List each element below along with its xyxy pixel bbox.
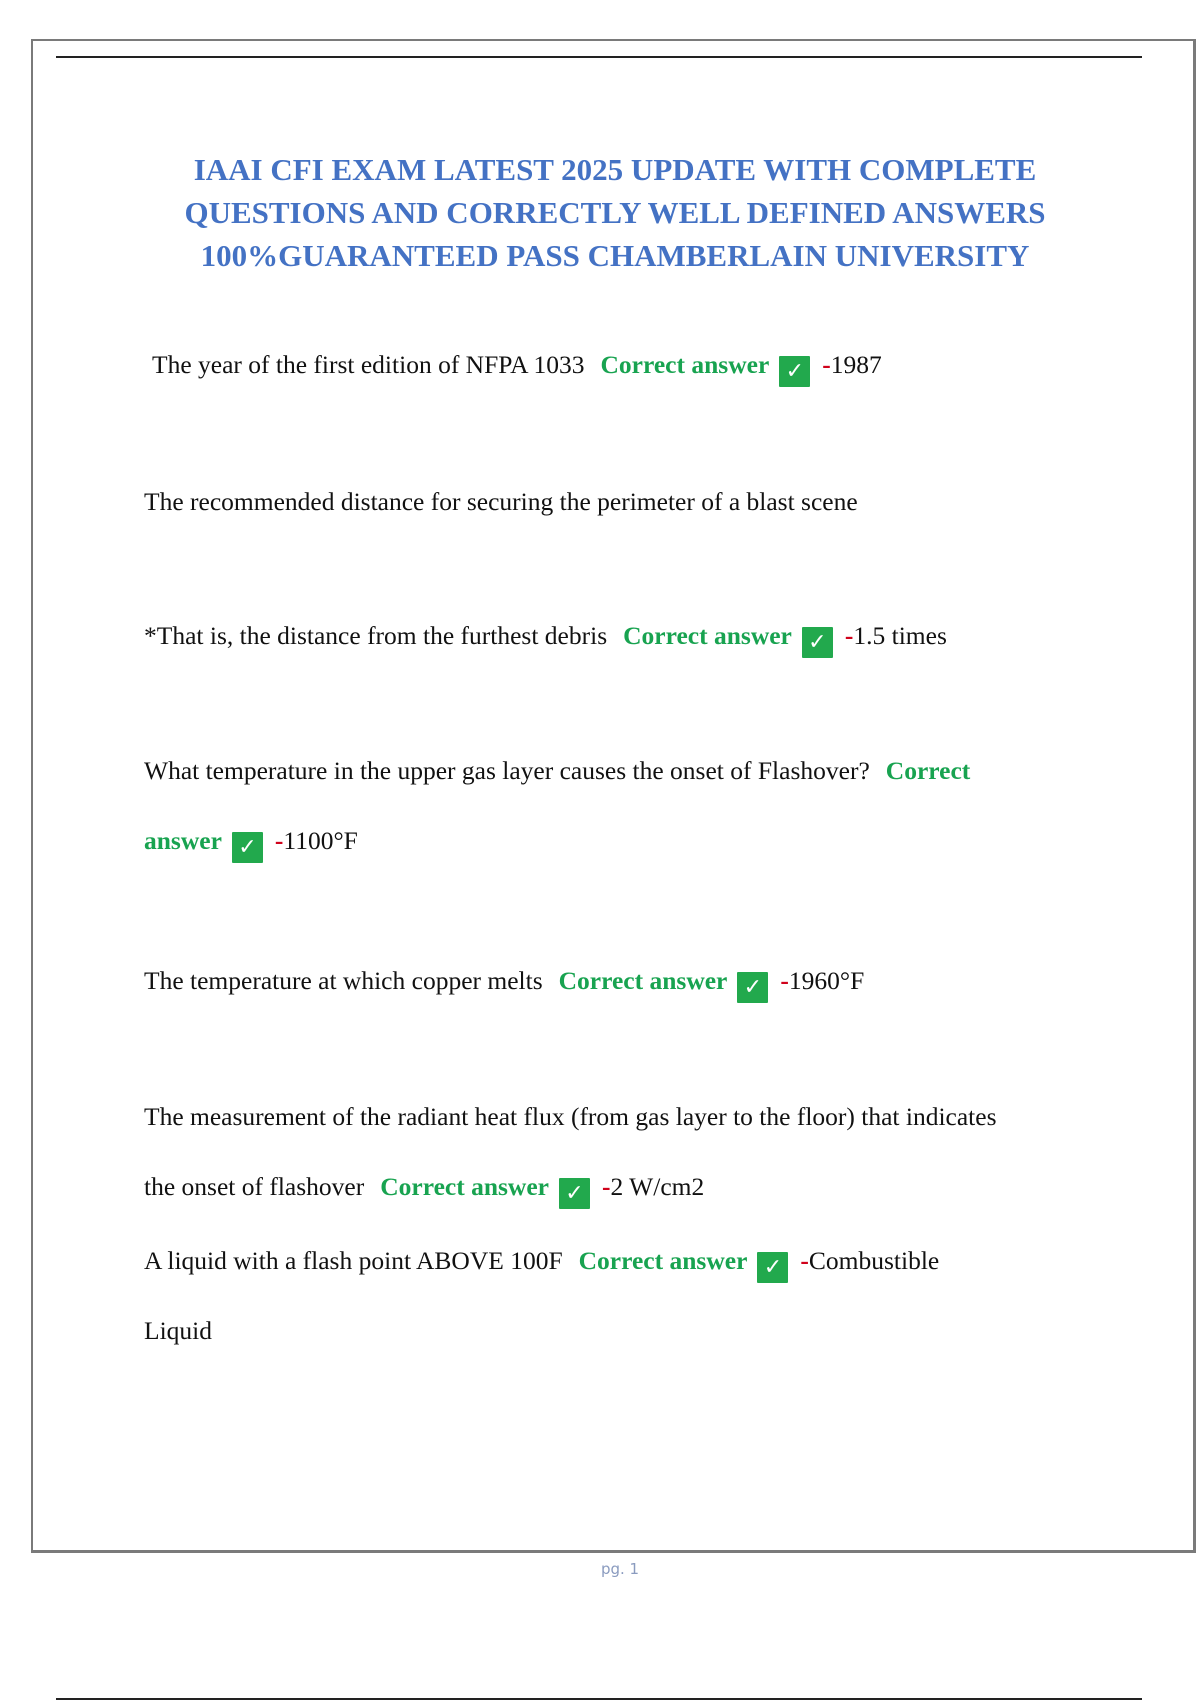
qa-item-7 bbox=[144, 1226, 1094, 1366]
qa-item-6 bbox=[144, 1082, 1094, 1222]
answer-dash: - bbox=[844, 621, 854, 650]
qa-item-2 bbox=[144, 467, 1094, 537]
answer-text: 1987 bbox=[830, 350, 882, 379]
correct-answer-label: Correct answer bbox=[578, 1246, 748, 1275]
question-text: What temperature in the upper gas layer causes the onset of Flashover? bbox=[144, 756, 870, 785]
qa-item-1 bbox=[152, 330, 1102, 400]
correct-answer-label: Correct answer bbox=[558, 966, 728, 995]
answer-text: 2 W/cm2 bbox=[610, 1172, 705, 1201]
title-line-1: IAAI CFI EXAM LATEST 2025 UPDATE WITH COMPLETE bbox=[193, 152, 1037, 187]
answer-text-cont: Liquid bbox=[144, 1316, 212, 1345]
check-icon: ✓ bbox=[232, 832, 263, 863]
correct-answer-label: Correct answer bbox=[600, 350, 770, 379]
answer-dash: - bbox=[274, 826, 284, 855]
correct-answer-label-cont: answer bbox=[144, 826, 222, 855]
document-title bbox=[80, 148, 1150, 277]
answer-text: 1.5 times bbox=[853, 621, 947, 650]
answer-text: Combustible bbox=[808, 1246, 940, 1275]
correct-answer-label: Correct answer bbox=[623, 621, 792, 650]
check-icon: ✓ bbox=[779, 356, 810, 387]
check-icon: ✓ bbox=[737, 972, 768, 1003]
question-text: The measurement of the radiant heat flux (from gas layer to the floor) that indicates bbox=[144, 1102, 997, 1131]
qa-item-4 bbox=[144, 736, 1094, 876]
check-icon: ✓ bbox=[802, 627, 833, 658]
question-text: A liquid with a flash point ABOVE 100F bbox=[144, 1246, 563, 1275]
check-icon: ✓ bbox=[559, 1178, 590, 1209]
answer-text: 1960°F bbox=[788, 966, 865, 995]
correct-answer-label: Correct bbox=[885, 756, 971, 785]
question-text-cont: the onset of flashover bbox=[144, 1172, 365, 1201]
answer-dash: - bbox=[822, 350, 831, 379]
answer-dash: - bbox=[602, 1172, 611, 1201]
answer-dash: - bbox=[800, 1246, 809, 1275]
question-text: The recommended distance for securing the perimeter of a blast scene bbox=[144, 487, 858, 516]
page-number: pg. 1 bbox=[600, 1560, 640, 1578]
qa-item-5 bbox=[144, 946, 1094, 1016]
answer-text: 1100°F bbox=[283, 826, 358, 855]
title-line-3: 100%GUARANTEED PASS CHAMBERLAIN UNIVERSITY bbox=[200, 238, 1030, 273]
question-text: *That is, the distance from the furthest debris bbox=[144, 621, 608, 650]
question-text: The year of the first edition of NFPA 1033 bbox=[152, 350, 585, 379]
check-icon: ✓ bbox=[757, 1252, 788, 1283]
top-rule bbox=[56, 56, 1142, 58]
title-line-2: QUESTIONS AND CORRECTLY WELL DEFINED ANSWERS bbox=[184, 195, 1046, 230]
correct-answer-label: Correct answer bbox=[380, 1172, 549, 1201]
answer-dash: - bbox=[780, 966, 789, 995]
qa-item-3 bbox=[144, 601, 1094, 671]
question-text: The temperature at which copper melts bbox=[144, 966, 543, 995]
